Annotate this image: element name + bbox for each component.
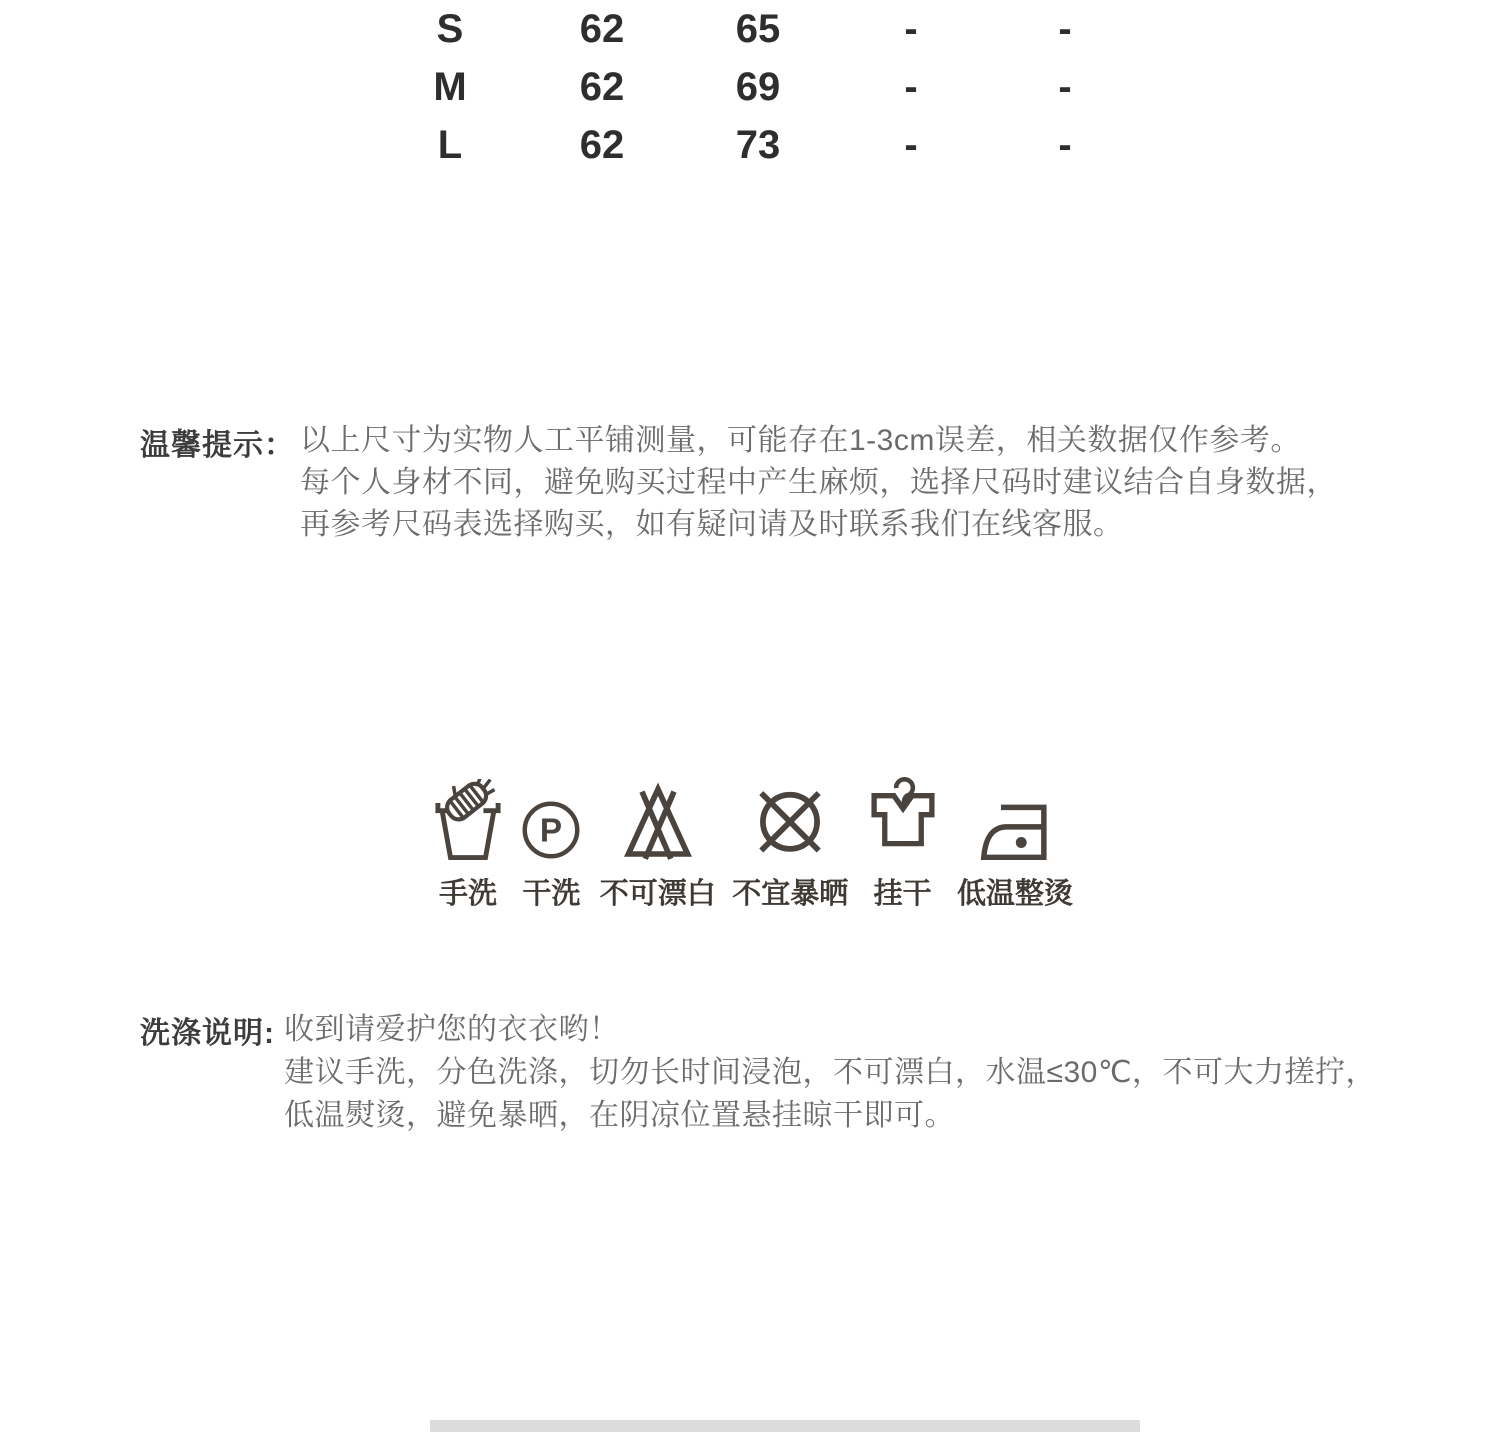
dry-clean-icon <box>519 798 583 862</box>
washing-label: 洗涤说明: <box>140 1017 275 1050</box>
care-item-hand-wash <box>433 779 503 912</box>
washing-line: 建议手洗，分色洗涤，切勿长时间浸泡，不可漂白，水温≤30℃，不可大力搓拧， <box>284 1056 1377 1089</box>
hang-dry-icon <box>865 772 941 862</box>
no-sun-exposure-icon <box>749 780 831 862</box>
care-label: 挂干 <box>873 878 932 910</box>
size-table <box>375 0 1145 174</box>
washing-line: 收到请爱护您的衣衣哟！ <box>284 1013 620 1046</box>
size-cell: 62 <box>579 122 625 167</box>
size-cell: - <box>1058 122 1072 167</box>
washing-paragraph <box>284 1008 1376 1137</box>
care-label: 手洗 <box>438 878 497 910</box>
size-cell: - <box>904 6 918 51</box>
tips-label: 温馨提示： <box>140 429 295 462</box>
size-cell: 62 <box>579 6 625 51</box>
care-item-dry-clean <box>519 798 583 912</box>
size-cell: L <box>437 122 463 167</box>
tips-line: 每个人身材不同，避免购买过程中产生麻烦，选择尺码时建议结合自身数据， <box>300 466 1337 499</box>
tips-paragraph <box>300 420 1337 546</box>
care-icons-row <box>433 772 1073 912</box>
care-item-hang-dry <box>865 772 941 912</box>
hand-wash-icon <box>433 779 503 862</box>
care-item-no-bleach <box>600 782 716 912</box>
size-cell: 62 <box>579 64 625 109</box>
size-cell: - <box>904 64 918 109</box>
care-label: 不可漂白 <box>599 878 716 910</box>
size-cell: - <box>1058 64 1072 109</box>
size-cell: 69 <box>735 64 781 109</box>
low-temp-iron-icon <box>976 798 1054 862</box>
size-cell: 65 <box>735 6 781 51</box>
tips-line: 再参考尺码表选择购买，如有疑问请及时联系我们在线客服。 <box>300 508 1124 541</box>
bottom-divider-bar <box>430 1420 1140 1432</box>
care-item-no-sun <box>732 780 848 912</box>
dry-clean-letter: P <box>540 812 563 850</box>
care-item-low-temp-iron <box>957 798 1073 912</box>
tips-line: 以上尺寸为实物人工平铺测量，可能存在1-3cm误差，相关数据仅作参考。 <box>300 424 1301 457</box>
size-cell: 73 <box>735 122 781 167</box>
care-label: 不宜暴晒 <box>732 878 849 910</box>
care-label: 低温整烫 <box>956 878 1073 910</box>
no-bleach-icon <box>618 782 698 862</box>
washing-line: 低温熨烫，避免暴晒，在阴凉位置悬挂晾干即可。 <box>284 1099 955 1132</box>
size-cell: M <box>433 64 467 109</box>
size-cell: - <box>904 122 918 167</box>
care-label: 干洗 <box>522 878 581 910</box>
size-cell: S <box>436 6 464 51</box>
size-cell: - <box>1058 6 1072 51</box>
